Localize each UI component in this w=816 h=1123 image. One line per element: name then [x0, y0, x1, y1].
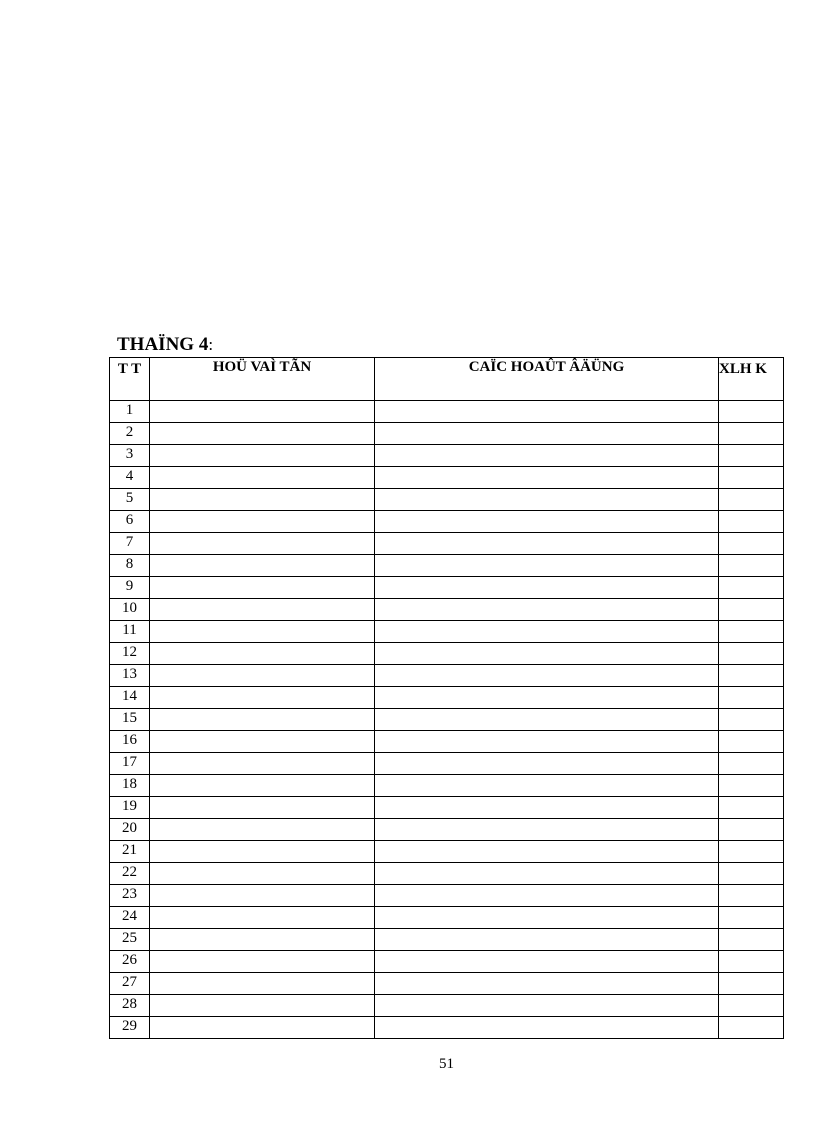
- table-row: [110, 665, 784, 687]
- header-name: HOÜ VAÌ TÃN: [150, 358, 375, 401]
- page-number: 51: [439, 1056, 454, 1072]
- row-number: 12: [110, 643, 150, 665]
- name-cell[interactable]: [150, 533, 375, 555]
- activities-cell[interactable]: [375, 1017, 719, 1039]
- month-heading-colon: :: [208, 335, 214, 354]
- table-row: [110, 687, 784, 709]
- table-row: [110, 445, 784, 467]
- table-row: [110, 621, 784, 643]
- xlhk-cell[interactable]: [719, 621, 784, 643]
- xlhk-cell[interactable]: [719, 643, 784, 665]
- xlhk-cell[interactable]: [719, 753, 784, 775]
- row-number: 24: [110, 907, 150, 929]
- activities-cell[interactable]: [375, 665, 719, 687]
- xlhk-cell[interactable]: [719, 775, 784, 797]
- xlhk-cell[interactable]: [719, 797, 784, 819]
- table-row: [110, 973, 784, 995]
- name-cell[interactable]: [150, 819, 375, 841]
- xlhk-cell[interactable]: [719, 863, 784, 885]
- xlhk-cell[interactable]: [719, 951, 784, 973]
- row-number: 9: [110, 577, 150, 599]
- xlhk-cell[interactable]: [719, 533, 784, 555]
- table-row: [110, 467, 784, 489]
- activities-cell[interactable]: [375, 929, 719, 951]
- table-row: [110, 819, 784, 841]
- xlhk-cell[interactable]: [719, 687, 784, 709]
- activities-cell[interactable]: [375, 885, 719, 907]
- row-number: 3: [110, 445, 150, 467]
- row-number: 5: [110, 489, 150, 511]
- activities-cell[interactable]: [375, 555, 719, 577]
- name-cell[interactable]: [150, 489, 375, 511]
- row-number: 11: [110, 621, 150, 643]
- xlhk-cell[interactable]: [719, 731, 784, 753]
- table-header-row: [110, 358, 784, 401]
- activities-cell[interactable]: [375, 951, 719, 973]
- name-cell[interactable]: [150, 1017, 375, 1039]
- student-activity-table: [109, 357, 784, 1039]
- activities-cell[interactable]: [375, 467, 719, 489]
- name-cell[interactable]: [150, 401, 375, 423]
- name-cell[interactable]: [150, 643, 375, 665]
- xlhk-cell[interactable]: [719, 445, 784, 467]
- row-number: 19: [110, 797, 150, 819]
- table-row: [110, 599, 784, 621]
- month-heading: [117, 334, 213, 356]
- name-cell[interactable]: [150, 841, 375, 863]
- activities-cell[interactable]: [375, 907, 719, 929]
- row-number: 4: [110, 467, 150, 489]
- table-row: [110, 709, 784, 731]
- xlhk-cell[interactable]: [719, 907, 784, 929]
- name-cell[interactable]: [150, 753, 375, 775]
- name-cell[interactable]: [150, 423, 375, 445]
- name-cell[interactable]: [150, 863, 375, 885]
- table-row: [110, 577, 784, 599]
- name-cell[interactable]: [150, 951, 375, 973]
- name-cell[interactable]: [150, 995, 375, 1017]
- row-number: 25: [110, 929, 150, 951]
- header-activities: CAÏC HOAÛT ÂÄÜNG: [375, 358, 719, 401]
- table-row: [110, 907, 784, 929]
- xlhk-cell[interactable]: [719, 489, 784, 511]
- activities-cell[interactable]: [375, 423, 719, 445]
- name-cell[interactable]: [150, 621, 375, 643]
- activities-cell[interactable]: [375, 753, 719, 775]
- month-heading-text: THAÏNG 4: [117, 334, 209, 355]
- row-number: 20: [110, 819, 150, 841]
- header-tt: T T: [110, 358, 150, 401]
- name-cell[interactable]: [150, 577, 375, 599]
- row-number: 27: [110, 973, 150, 995]
- table-row: [110, 533, 784, 555]
- xlhk-cell[interactable]: [719, 841, 784, 863]
- name-cell[interactable]: [150, 445, 375, 467]
- activities-cell[interactable]: [375, 841, 719, 863]
- name-cell[interactable]: [150, 599, 375, 621]
- table-row: [110, 1017, 784, 1039]
- row-number: 15: [110, 709, 150, 731]
- name-cell[interactable]: [150, 687, 375, 709]
- name-cell[interactable]: [150, 467, 375, 489]
- table-row: [110, 797, 784, 819]
- row-number: 2: [110, 423, 150, 445]
- name-cell[interactable]: [150, 885, 375, 907]
- xlhk-cell[interactable]: [719, 401, 784, 423]
- activities-cell[interactable]: [375, 995, 719, 1017]
- table-row: [110, 731, 784, 753]
- row-number: 14: [110, 687, 150, 709]
- activities-cell[interactable]: [375, 687, 719, 709]
- row-number: 7: [110, 533, 150, 555]
- table-row: [110, 841, 784, 863]
- row-number: 23: [110, 885, 150, 907]
- row-number: 18: [110, 775, 150, 797]
- name-cell[interactable]: [150, 973, 375, 995]
- xlhk-cell[interactable]: [719, 709, 784, 731]
- name-cell[interactable]: [150, 929, 375, 951]
- row-number: 16: [110, 731, 150, 753]
- name-cell[interactable]: [150, 731, 375, 753]
- activities-cell[interactable]: [375, 819, 719, 841]
- xlhk-cell[interactable]: [719, 973, 784, 995]
- activities-cell[interactable]: [375, 577, 719, 599]
- row-number: 28: [110, 995, 150, 1017]
- table-row: [110, 555, 784, 577]
- table-row: [110, 489, 784, 511]
- row-number: 17: [110, 753, 150, 775]
- xlhk-cell[interactable]: [719, 599, 784, 621]
- activities-cell[interactable]: [375, 533, 719, 555]
- xlhk-cell[interactable]: [719, 1017, 784, 1039]
- row-number: 1: [110, 401, 150, 423]
- xlhk-cell[interactable]: [719, 995, 784, 1017]
- table-row: [110, 643, 784, 665]
- row-number: 29: [110, 1017, 150, 1039]
- xlhk-cell[interactable]: [719, 423, 784, 445]
- name-cell[interactable]: [150, 555, 375, 577]
- activities-cell[interactable]: [375, 709, 719, 731]
- table-row: [110, 401, 784, 423]
- xlhk-cell[interactable]: [719, 929, 784, 951]
- xlhk-cell[interactable]: [719, 511, 784, 533]
- table-row: [110, 863, 784, 885]
- activities-cell[interactable]: [375, 797, 719, 819]
- xlhk-cell[interactable]: [719, 467, 784, 489]
- name-cell[interactable]: [150, 797, 375, 819]
- row-number: 22: [110, 863, 150, 885]
- table-row: [110, 929, 784, 951]
- table-body: [110, 401, 784, 1039]
- header-xlhk: XLH K: [719, 358, 784, 401]
- name-cell[interactable]: [150, 775, 375, 797]
- xlhk-cell[interactable]: [719, 555, 784, 577]
- name-cell[interactable]: [150, 665, 375, 687]
- row-number: 10: [110, 599, 150, 621]
- xlhk-cell[interactable]: [719, 819, 784, 841]
- name-cell[interactable]: [150, 511, 375, 533]
- table-row: [110, 951, 784, 973]
- activities-cell[interactable]: [375, 401, 719, 423]
- table-row: [110, 775, 784, 797]
- activities-cell[interactable]: [375, 643, 719, 665]
- xlhk-cell[interactable]: [719, 577, 784, 599]
- activities-cell[interactable]: [375, 973, 719, 995]
- activities-cell[interactable]: [375, 511, 719, 533]
- activities-cell[interactable]: [375, 445, 719, 467]
- row-number: 8: [110, 555, 150, 577]
- activities-cell[interactable]: [375, 621, 719, 643]
- xlhk-cell[interactable]: [719, 665, 784, 687]
- activities-cell[interactable]: [375, 863, 719, 885]
- row-number: 21: [110, 841, 150, 863]
- name-cell[interactable]: [150, 907, 375, 929]
- row-number: 6: [110, 511, 150, 533]
- activities-cell[interactable]: [375, 775, 719, 797]
- table-row: [110, 511, 784, 533]
- activities-cell[interactable]: [375, 731, 719, 753]
- table-row: [110, 753, 784, 775]
- table-row: [110, 885, 784, 907]
- row-number: 13: [110, 665, 150, 687]
- table-row: [110, 995, 784, 1017]
- activities-cell[interactable]: [375, 489, 719, 511]
- table-row: [110, 423, 784, 445]
- row-number: 26: [110, 951, 150, 973]
- activities-cell[interactable]: [375, 599, 719, 621]
- name-cell[interactable]: [150, 709, 375, 731]
- xlhk-cell[interactable]: [719, 885, 784, 907]
